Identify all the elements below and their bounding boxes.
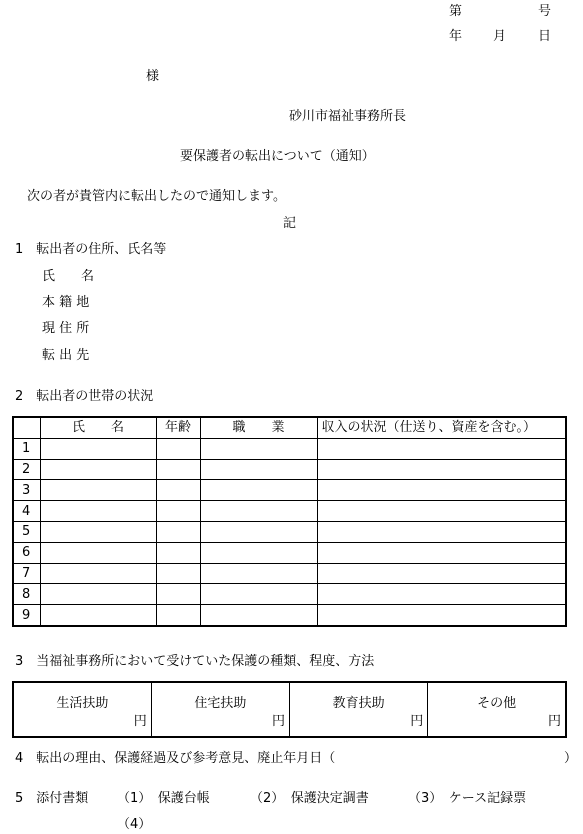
- yen-unit: 円: [271, 714, 285, 729]
- addressee-suffix: 様: [146, 69, 160, 84]
- cell-name[interactable]: [40, 501, 156, 522]
- cell-occupation[interactable]: [200, 501, 317, 522]
- table-row: [13, 501, 566, 522]
- cell-income[interactable]: [317, 542, 566, 563]
- table-row: [13, 563, 566, 584]
- cell-occupation[interactable]: [200, 584, 317, 605]
- table-row: [13, 459, 566, 480]
- header-cell-income: 収入の状況（仕送り、資産を含む。）: [317, 417, 566, 438]
- cell-income[interactable]: [317, 521, 566, 542]
- cell-income[interactable]: [317, 480, 566, 501]
- cell-occupation[interactable]: [200, 438, 317, 459]
- cell-age[interactable]: [156, 542, 200, 563]
- aid-name-other: その他: [477, 696, 517, 711]
- row-number: 2: [13, 459, 40, 480]
- attachment-item-2: （2） 保護決定調書: [250, 791, 369, 806]
- field-name-label: 氏 名: [42, 269, 95, 284]
- row-number: 7: [13, 563, 40, 584]
- row-number: 4: [13, 501, 40, 522]
- table-row: [13, 521, 566, 542]
- aid-row: [13, 682, 566, 737]
- cell-age[interactable]: [156, 584, 200, 605]
- table-row: [13, 584, 566, 605]
- cell-name[interactable]: [40, 605, 156, 626]
- cell-income[interactable]: [317, 605, 566, 626]
- number-prefix: 第: [449, 4, 463, 19]
- header-cell-age: 年齢: [156, 417, 200, 438]
- aid-table: [12, 681, 567, 738]
- cell-age[interactable]: [156, 563, 200, 584]
- date-day: 日: [538, 29, 552, 44]
- row-number: 9: [13, 605, 40, 626]
- cell-age[interactable]: [156, 480, 200, 501]
- cell-name[interactable]: [40, 480, 156, 501]
- cell-name[interactable]: [40, 542, 156, 563]
- cell-occupation[interactable]: [200, 459, 317, 480]
- section2-heading: 2 転出者の世帯の状況: [15, 389, 154, 404]
- aid-name-education: 教育扶助: [332, 696, 385, 711]
- aid-name-housing: 住宅扶助: [194, 696, 247, 711]
- intro-text: 次の者が貴管内に転出したので通知します。: [27, 189, 286, 204]
- row-number: 1: [13, 438, 40, 459]
- yen-unit: 円: [547, 714, 561, 729]
- cell-occupation[interactable]: [200, 563, 317, 584]
- cell-age[interactable]: [156, 501, 200, 522]
- table-row: [13, 605, 566, 626]
- cell-occupation[interactable]: [200, 480, 317, 501]
- row-number: 6: [13, 542, 40, 563]
- cell-name[interactable]: [40, 521, 156, 542]
- cell-occupation[interactable]: [200, 521, 317, 542]
- yen-unit: 円: [133, 714, 147, 729]
- date-year: 年: [449, 29, 463, 44]
- household-table: [12, 416, 567, 627]
- cell-income[interactable]: [317, 459, 566, 480]
- section4-close-paren: ）: [564, 751, 578, 766]
- number-suffix: 号: [538, 4, 552, 19]
- header-cell-name: 氏 名: [40, 417, 156, 438]
- field-destination-label: 転 出 先: [42, 348, 90, 363]
- cell-age[interactable]: [156, 521, 200, 542]
- cell-income[interactable]: [317, 501, 566, 522]
- aid-cell-housing[interactable]: [151, 682, 289, 737]
- section5-heading: 5 添付書類: [15, 791, 89, 806]
- row-number: 5: [13, 521, 40, 542]
- cell-income[interactable]: [317, 584, 566, 605]
- document-title: 要保護者の転出について（通知）: [180, 149, 375, 164]
- header-cell-number: [13, 417, 40, 438]
- cell-name[interactable]: [40, 584, 156, 605]
- attachment-item-1: （1） 保護台帳: [117, 791, 210, 806]
- header-cell-occupation: 職 業: [200, 417, 317, 438]
- date-month: 月: [493, 29, 507, 44]
- table-header-row: [13, 417, 566, 438]
- row-number: 8: [13, 584, 40, 605]
- cell-name[interactable]: [40, 563, 156, 584]
- cell-name[interactable]: [40, 438, 156, 459]
- cell-income[interactable]: [317, 563, 566, 584]
- cell-name[interactable]: [40, 459, 156, 480]
- cell-occupation[interactable]: [200, 605, 317, 626]
- ki-label: 記: [283, 216, 297, 231]
- section3-heading: 3 当福祉事務所において受けていた保護の種類、程度、方法: [15, 654, 375, 669]
- aid-cell-living[interactable]: [13, 682, 151, 737]
- row-number: 3: [13, 480, 40, 501]
- cell-age[interactable]: [156, 605, 200, 626]
- field-current-address-label: 現 住 所: [42, 321, 90, 336]
- aid-cell-education[interactable]: [290, 682, 428, 737]
- cell-age[interactable]: [156, 459, 200, 480]
- attachment-item-4: （4）: [117, 817, 152, 832]
- cell-age[interactable]: [156, 438, 200, 459]
- table-row: [13, 480, 566, 501]
- cell-occupation[interactable]: [200, 542, 317, 563]
- yen-unit: 円: [410, 714, 424, 729]
- aid-cell-other[interactable]: [428, 682, 566, 737]
- field-honseki-label: 本 籍 地: [42, 295, 90, 310]
- aid-name-living: 生活扶助: [56, 696, 109, 711]
- cell-income[interactable]: [317, 438, 566, 459]
- table-row: [13, 438, 566, 459]
- section4-heading: 4 転出の理由、保護経過及び参考意見、廃止年月日（: [15, 751, 336, 766]
- table-row: [13, 542, 566, 563]
- attachment-item-3: （3） ケース記録票: [408, 791, 527, 806]
- sender-name: 砂川市福祉事務所長: [289, 109, 407, 124]
- section1-heading: 1 転出者の住所、氏名等: [15, 242, 167, 257]
